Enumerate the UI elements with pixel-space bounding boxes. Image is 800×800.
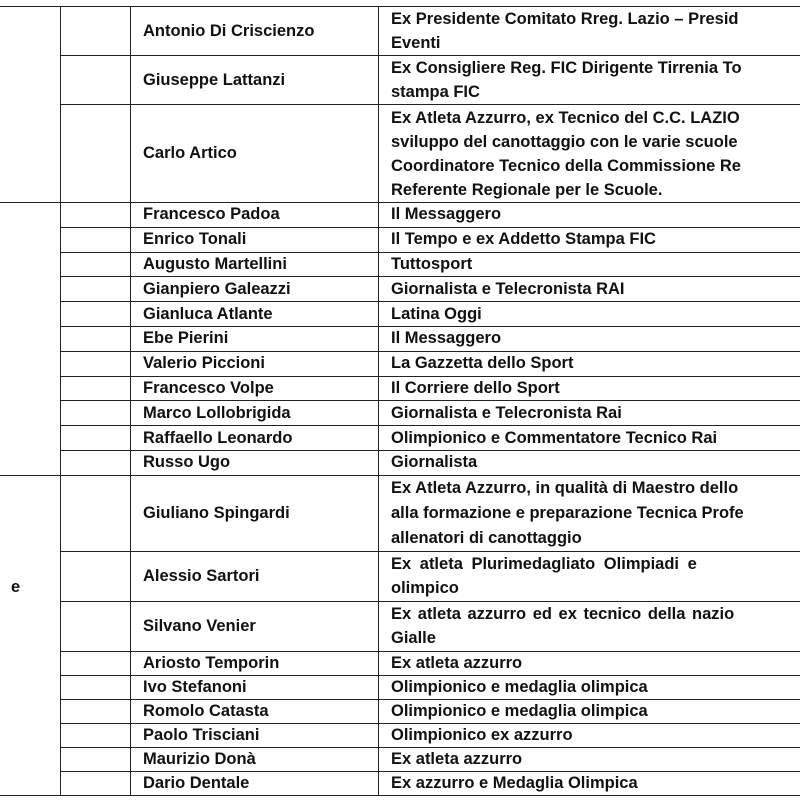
description-line: Ex Consigliere Reg. FIC Dirigente Tirrenia To <box>391 59 742 77</box>
member-description: La Gazzetta dello Sport <box>379 351 800 376</box>
blank-cell <box>61 401 131 426</box>
member-description: Il Messaggero <box>379 203 800 228</box>
member-description: Il Tempo e ex Addetto Stampa FIC <box>379 227 800 252</box>
member-name: Maurizio Donà <box>131 747 379 771</box>
table-row <box>0 105 800 203</box>
member-description <box>379 105 800 203</box>
table-row <box>0 699 800 723</box>
member-description: Il Messaggero <box>379 326 800 351</box>
blank-cell <box>61 252 131 277</box>
description-line: Ex atleta Plurimedagliato Olimpiadi e <box>391 555 697 574</box>
member-description: Olimpionico e Commentatore Tecnico Rai <box>379 426 800 451</box>
table-row <box>0 426 800 451</box>
blank-cell <box>61 376 131 401</box>
member-description <box>379 56 800 105</box>
description-line: allenatori di canottaggio <box>391 528 582 547</box>
member-description <box>379 601 800 651</box>
member-name: Giuseppe Lattanzi <box>131 56 379 105</box>
description-line: Coordinatore Tecnico della Commissione Re <box>391 156 741 175</box>
table-row <box>0 551 800 601</box>
table-row <box>0 401 800 426</box>
blank-cell <box>61 351 131 376</box>
blank-cell <box>61 771 131 795</box>
table-row <box>0 326 800 351</box>
group-cell <box>0 7 61 203</box>
blank-cell <box>61 326 131 351</box>
member-name: Francesco Padoa <box>131 203 379 228</box>
table-row <box>0 376 800 401</box>
blank-cell <box>61 302 131 327</box>
table-row <box>0 747 800 771</box>
table-row <box>0 203 800 228</box>
member-description: Giornalista <box>379 450 800 475</box>
blank-cell <box>61 675 131 699</box>
group-cell: e <box>0 475 61 795</box>
blank-cell <box>61 227 131 252</box>
member-description: Giornalista e Telecronista Rai <box>379 401 800 426</box>
blank-cell <box>61 7 131 56</box>
member-name: Alessio Sartori <box>131 551 379 601</box>
member-name: Ebe Pierini <box>131 326 379 351</box>
description-line: Ex Atleta Azzurro, ex Tecnico del C.C. LAZIO <box>391 108 740 127</box>
description-line: Ex Atleta Azzurro, in qualità di Maestro dello <box>391 478 739 497</box>
member-description: Giornalista e Telecronista RAI <box>379 277 800 302</box>
members-table <box>0 6 800 796</box>
table-row <box>0 723 800 747</box>
table-row <box>0 252 800 277</box>
table-row <box>0 651 800 675</box>
member-description: Tuttosport <box>379 252 800 277</box>
member-description: Ex atleta azzurro <box>379 747 800 771</box>
member-name: Dario Dentale <box>131 771 379 795</box>
table-row <box>0 56 800 105</box>
description-line: sviluppo del canottaggio con le varie scuole <box>391 132 738 151</box>
member-name: Ariosto Temporin <box>131 651 379 675</box>
group-cell <box>0 203 61 476</box>
member-name: Romolo Catasta <box>131 699 379 723</box>
table-row <box>0 227 800 252</box>
member-name: Francesco Volpe <box>131 376 379 401</box>
member-name: Antonio Di Criscienzo <box>131 7 379 56</box>
blank-cell <box>61 203 131 228</box>
member-description: Ex azzurro e Medaglia Olimpica <box>379 771 800 795</box>
member-description: Olimpionico e medaglia olimpica <box>379 675 800 699</box>
blank-cell <box>61 551 131 601</box>
member-description: Olimpionico e medaglia olimpica <box>379 699 800 723</box>
member-name: Augusto Martellini <box>131 252 379 277</box>
blank-cell <box>61 426 131 451</box>
member-name: Enrico Tonali <box>131 227 379 252</box>
description-line: stampa FIC <box>391 83 480 101</box>
members-table-body <box>0 7 800 796</box>
member-name: Gianluca Atlante <box>131 302 379 327</box>
member-name: Silvano Venier <box>131 601 379 651</box>
member-name: Giuliano Spingardi <box>131 475 379 551</box>
member-name: Raffaello Leonardo <box>131 426 379 451</box>
table-row <box>0 601 800 651</box>
member-description <box>379 7 800 56</box>
blank-cell <box>61 651 131 675</box>
member-description <box>379 551 800 601</box>
table-row <box>0 771 800 795</box>
member-name: Carlo Artico <box>131 105 379 203</box>
blank-cell <box>61 105 131 203</box>
blank-cell <box>61 475 131 551</box>
description-line: olimpico <box>391 579 459 598</box>
description-line: Eventi <box>391 34 441 52</box>
table-row <box>0 302 800 327</box>
description-line: Referente Regionale per le Scuole. <box>391 180 663 199</box>
member-name: Marco Lollobrigida <box>131 401 379 426</box>
table-row <box>0 450 800 475</box>
member-name: Valerio Piccioni <box>131 351 379 376</box>
member-description: Il Corriere dello Sport <box>379 376 800 401</box>
table-row <box>0 277 800 302</box>
member-name: Gianpiero Galeazzi <box>131 277 379 302</box>
member-name: Russo Ugo <box>131 450 379 475</box>
table-row <box>0 7 800 56</box>
table-row <box>0 675 800 699</box>
table-row <box>0 475 800 551</box>
blank-cell <box>61 699 131 723</box>
description-line: Ex atleta azzurro ed ex tecnico della nazio <box>391 605 735 624</box>
blank-cell <box>61 601 131 651</box>
table-row <box>0 351 800 376</box>
blank-cell <box>61 56 131 105</box>
description-line: Gialle <box>391 629 436 648</box>
member-description <box>379 475 800 551</box>
description-line: Ex Presidente Comitato Rreg. Lazio – Presid <box>391 10 739 28</box>
blank-cell <box>61 277 131 302</box>
member-description: Ex atleta azzurro <box>379 651 800 675</box>
description-line: alla formazione e preparazione Tecnica Profe <box>391 503 744 522</box>
blank-cell <box>61 723 131 747</box>
member-name: Paolo Trisciani <box>131 723 379 747</box>
blank-cell <box>61 450 131 475</box>
blank-cell <box>61 747 131 771</box>
member-name: Ivo Stefanoni <box>131 675 379 699</box>
member-description: Olimpionico ex azzurro <box>379 723 800 747</box>
member-description: Latina Oggi <box>379 302 800 327</box>
